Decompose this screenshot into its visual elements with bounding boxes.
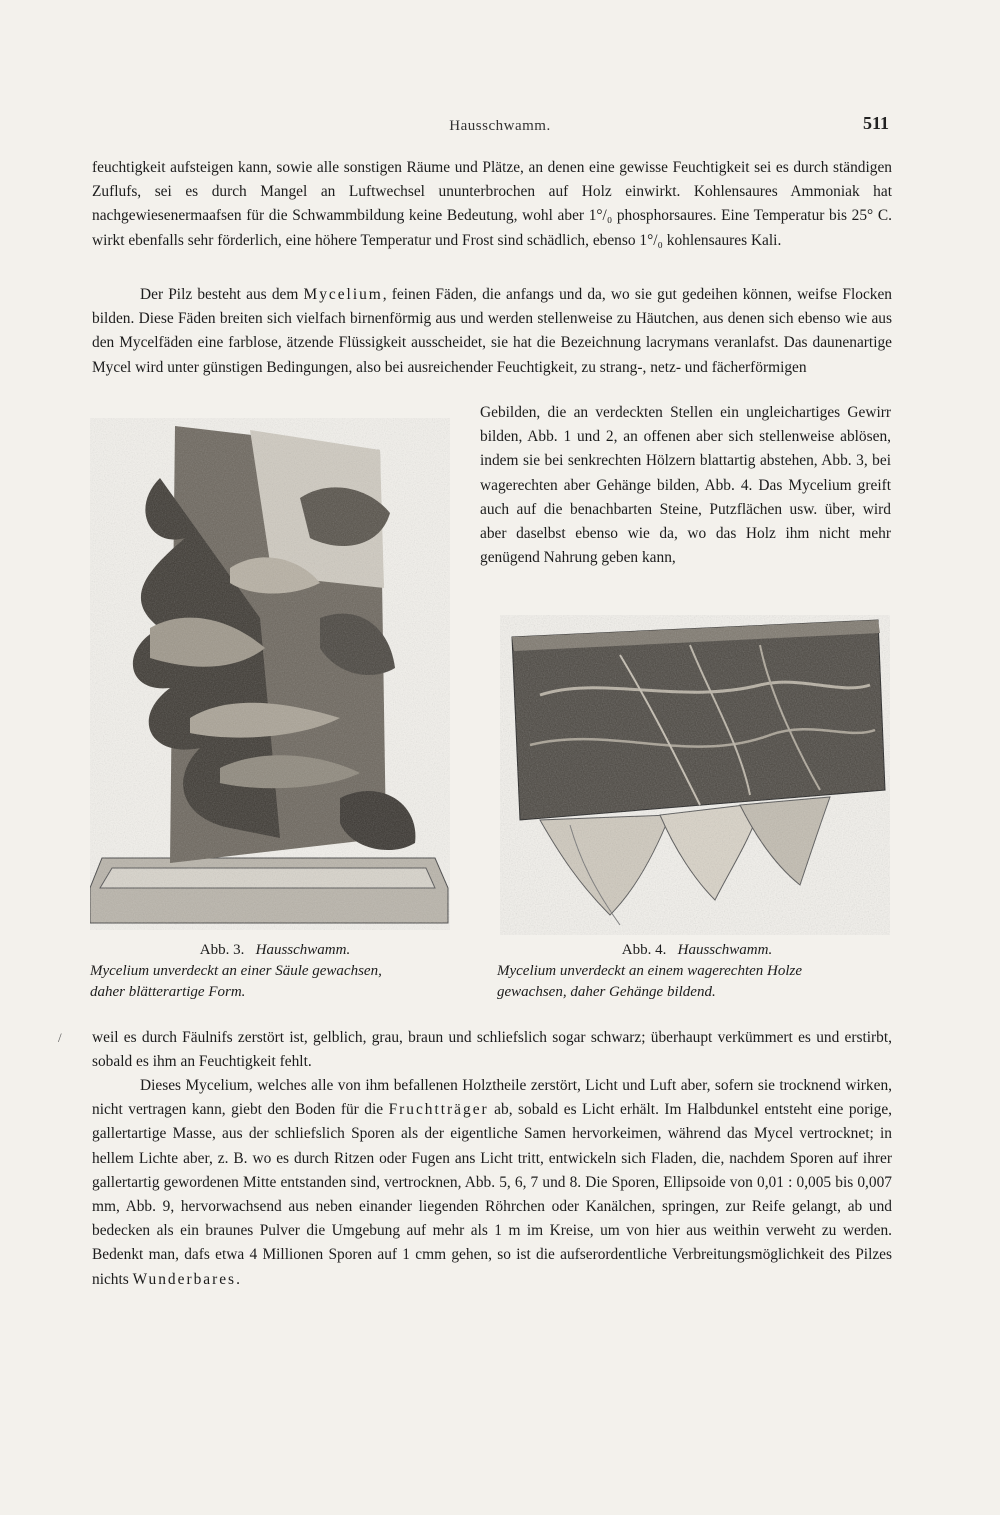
figure-3-caption-title-line bbox=[90, 940, 460, 961]
paragraph-3: Gebilden, die an verdeckten Stellen ein ungleichartiges Gewirr bilden, Abb. 1 und 2, an offenen aber sich stellenweise ablösen, indem sie bei senkrechten Hölzern blattartig abstehen, Abb. 3, bei wagerechten aber Gehänge bilden, Abb. 4. Das Mycelium greift auch auf die benachbarten Steine, Putzflächen usw. über, wird aber daselbst ebenso wie da, wo das Holz ihm nicht mehr genügend Nahrung geben kann, bbox=[480, 404, 891, 567]
figure-4-caption-line-2: Mycelium unverdeckt an einem wagerechten Holze bbox=[497, 963, 803, 979]
figure-4-title: Hausschwamm. bbox=[677, 942, 773, 958]
term-wunderbares: Wunderbares bbox=[132, 1270, 237, 1288]
figure-3-caption-line-2: Mycelium unverdeckt an einer Säule gewachsen, bbox=[90, 963, 382, 979]
paragraph-5-part-a: Dieses Mycelium, welches alle von ihm befallenen Holztheile zerstört, Licht und Luft aber, sofern sie trocknend wirken, nicht vertragen kann, giebt den Boden für die bbox=[92, 1077, 892, 1119]
fungus-beam-illustration bbox=[500, 615, 890, 935]
margin-mark: / bbox=[58, 1030, 62, 1045]
figure-4-label: Abb. 4. bbox=[621, 942, 667, 958]
paragraph-4: weil es durch Fäulnifs zerstört ist, gelblich, grau, braun und schliefslich sogar schwarz; überhaupt verkümmert es und erstirbt, sobald es ihm an Feuchtigkeit fehlt. bbox=[92, 1029, 892, 1071]
fungus-column-illustration bbox=[90, 418, 450, 930]
paragraph-2-part-a: Der Pilz besteht aus dem bbox=[140, 286, 304, 303]
paragraph-1: feuchtigkeit aufsteigen kann, sowie alle sonstigen Räume und Plätze, an denen eine gewisse Feuchtigkeit sei es durch ständigen Zuflufs, sei es durch Mangel an Luftwechsel ununterbrochen auf Holz einwirkt. Kohlensaures Ammoniak hat nachgewiesenermaafsen für die Schwammbildung keine Bedeutung, wohl aber 1°/₀ phosphorsaures. Eine Temperatur bis 25° C. wirkt ebenfalls sehr förderlich, eine höhere Temperatur und Frost sind schädlich, ebenso 1°/₀ kohlensaures Kali. bbox=[92, 159, 892, 249]
figure-4-image bbox=[500, 615, 890, 935]
figure-3-image bbox=[90, 418, 450, 930]
paragraph-2 bbox=[92, 283, 892, 380]
figure-4-caption bbox=[497, 940, 897, 1003]
figure-3-caption-line-3: daher blätterartige Form. bbox=[90, 984, 246, 1000]
figure-3-label: Abb. 3. bbox=[199, 942, 245, 958]
paragraph-5-end: . bbox=[236, 1270, 240, 1288]
paragraph-5-part-b: ab, sobald es Licht erhält. Im Halbdunkel entsteht eine porige, gallertartige Masse, aus der schliefslich Sporen als der eigentliche Samen hervorkeimen, während das Mycel vertrocknet; in hellem Lichte aber, z. B. wo es durch Ritzen oder Fugen ans Licht tritt, entwickeln sich Fladen, die, nachdem Sporen auf ihrer gallertartig gewordenen Mitte entstanden sind, vertrocknen, Abb. 5, 6, 7 und 8. Die Sporen, Ellipsoide von 0,01 : 0,005 bis 0,007 mm, Abb. 9, hervorwachsend aus neben einander liegenden Röhrchen oder Kanälchen, springen, zur Reife gelangt, ab und bedecken als ein braunes Pulver die Umgebung auf mehr als 1 m im Kreise, um von hier aus weithin verweht zu werden. Bedenkt man, dafs etwa 4 Millionen Sporen auf 1 cmm gehen, so ist die aufserordentliche Verbreitungsmöglichkeit des Pilzes nichts bbox=[92, 1101, 892, 1288]
figure-4-caption-line-3: gewachsen, daher Gehänge bildend. bbox=[497, 984, 716, 1000]
running-head: Hausschwamm. bbox=[449, 118, 551, 134]
figure-3-title: Hausschwamm. bbox=[255, 942, 351, 958]
term-mycelium: Mycelium bbox=[303, 286, 383, 303]
paragraph-2-part-b: , feinen Fäden, die anfangs und da, wo sie gut gedeihen können, weifse Flocken bilden. Diese Fäden breiten sich vielfach birnenförmig aus und werden stellenweise zu Häutchen, aus denen sich ebenso wie aus den Mycelfäden eine farblose, ätzende Flüssigkeit ausscheidet, sie hat die Bezeichnung lacrymans veranlafst. Das daunenartige Mycel wird unter günstigen Bedingungen, also bei ausreichender Feuchtigkeit, zu strang-, netz- und fächerförmigen bbox=[92, 286, 892, 376]
figure-3-caption bbox=[90, 940, 460, 1003]
figure-4-caption-title-line bbox=[497, 940, 897, 961]
paragraph-5 bbox=[92, 1074, 892, 1292]
term-fruchttraeger: Fruchtträger bbox=[388, 1101, 489, 1119]
page-number: 511 bbox=[862, 113, 889, 133]
